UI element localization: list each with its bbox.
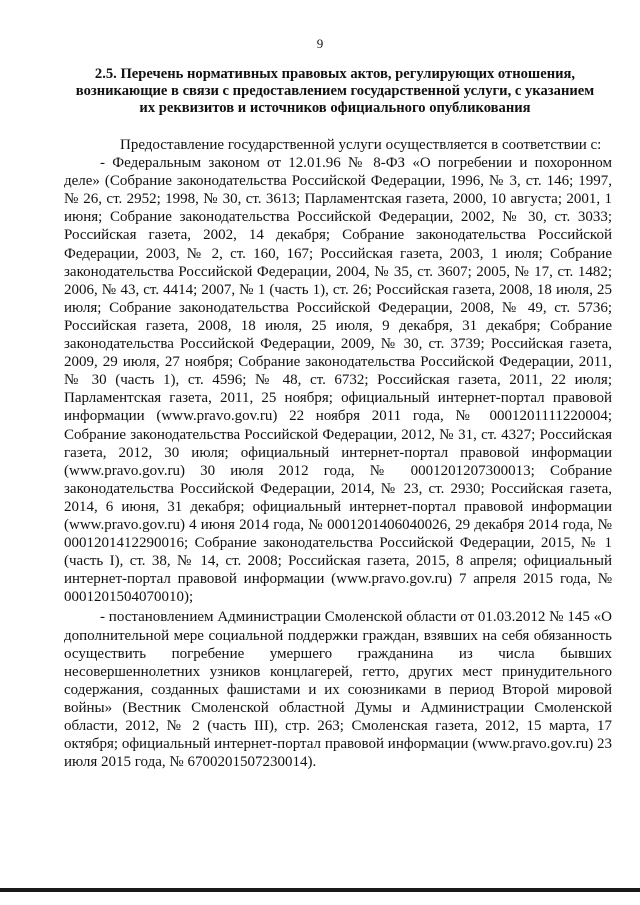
section-heading	[70, 66, 600, 117]
heading-line-1: 2.5. Перечень нормативных правовых актов, регулирующих отношения,	[94, 66, 576, 82]
bottom-divider	[0, 888, 640, 892]
list-item-federal-law: - Федеральным законом от 12.01.96 № 8-ФЗ «О погребении и похоронном деле» (Собрание законодательства Российской Федерации, 1996, № 3, ст. 146; 1997, № 26, ст. 2952; 1998, № 30, ст. 3613; Парламентская газета, 2000, 10 августа; 2001, 1 июня; Собрание законодательства Российской Федерации, 2002, № 30, ст. 3033; Российская газета, 2002, 14 декабря; Собрание законодательства Российской Федерации, 2003, № 2, ст. 160, 167; Российская газета, 2003, 1 июля; Собрание законодательства Российской Федерации, 2004, № 35, ст. 3607; 2005, № 17, ст. 1482; 2006, № 43, ст. 4414; 2007, № 1 (часть 1), ст. 26; Российская газета, 2008, 18 июля, 25 июля; Собрание законодательства Российской Федерации, 2008, № 49, ст. 5736; Российская газета, 2008, 18 июля, 25 июля, 9 декабря, 31 декабря; Собрание законодательства Российской Федерации, 2009, № 30, ст. 3739; Российская газета, 2009, 29 июля, 27 ноября; Собрание законодательства Российской Федерации, 2011, № 30 (часть 1), ст. 4596; № 48, ст. 6732; Российская газета, 2011, 22 июля; Парламентская газета, 2011, 25 ноября; официальный интернет-портал правовой информации (www.pravo.gov.ru) 22 ноября 2011 года, № 0001201111220004; Собрание законодательства Российской Федерации, 2012, № 31, ст. 4327; Российская газета, 2012, 30 июля; официальный интернет-портал правовой информации (www.pravo.gov.ru) 30 июля 2012 года, № 0001201207300013; Собрание законодательства Российской Федерации, 2014, № 23, ст. 2930; Российская газета, 2014, 6 июня, 31 декабря; официальный интернет-портал правовой информации (www.pravo.gov.ru) 4 июня 2014 года, № 0001201406040026, 29 декабря 2014 года, № 0001201412290016; Собрание законодательства Российской Федерации, 2015, № 1 (часть I), ст. 38, № 14, ст. 2008; Российская газета, 2015, 8 апреля; официальный интернет-портал правовой информации (www.pravo.gov.ru) 7 апреля 2015 года, № 0001201504070010);	[64, 155, 612, 606]
document-body	[64, 136, 612, 771]
heading-line-2: возникающие в связи с предоставлением государственной услуги, с указанием	[75, 83, 595, 99]
page-number: 9	[316, 36, 324, 51]
heading-line-3: их реквизитов и источников официального опубликования	[139, 100, 531, 116]
intro-paragraph: Предоставление государственной услуги осуществляется в соответствии с:	[120, 137, 602, 153]
list-item-regional-resolution: - постановлением Администрации Смоленской области от 01.03.2012 № 145 «О дополнительной мере социальной поддержки граждан, взявших на себя обязанность осуществить погребение умершего гражданина из числа бывших несовершеннолетних узников концлагерей, гетто, других мест принудительного содержания, созданных фашистами и их союзниками в период Второй мировой войны» (Вестник Смоленской областной Думы и Администрации Смоленской области, 2012, № 2 (часть III), стр. 263; Смоленская газета, 2012, 15 марта, 17 октября; официальный интернет-портал правовой информации (www.pravo.gov.ru) 23 июля 2015 года, № 6700201507230014).	[64, 609, 612, 771]
